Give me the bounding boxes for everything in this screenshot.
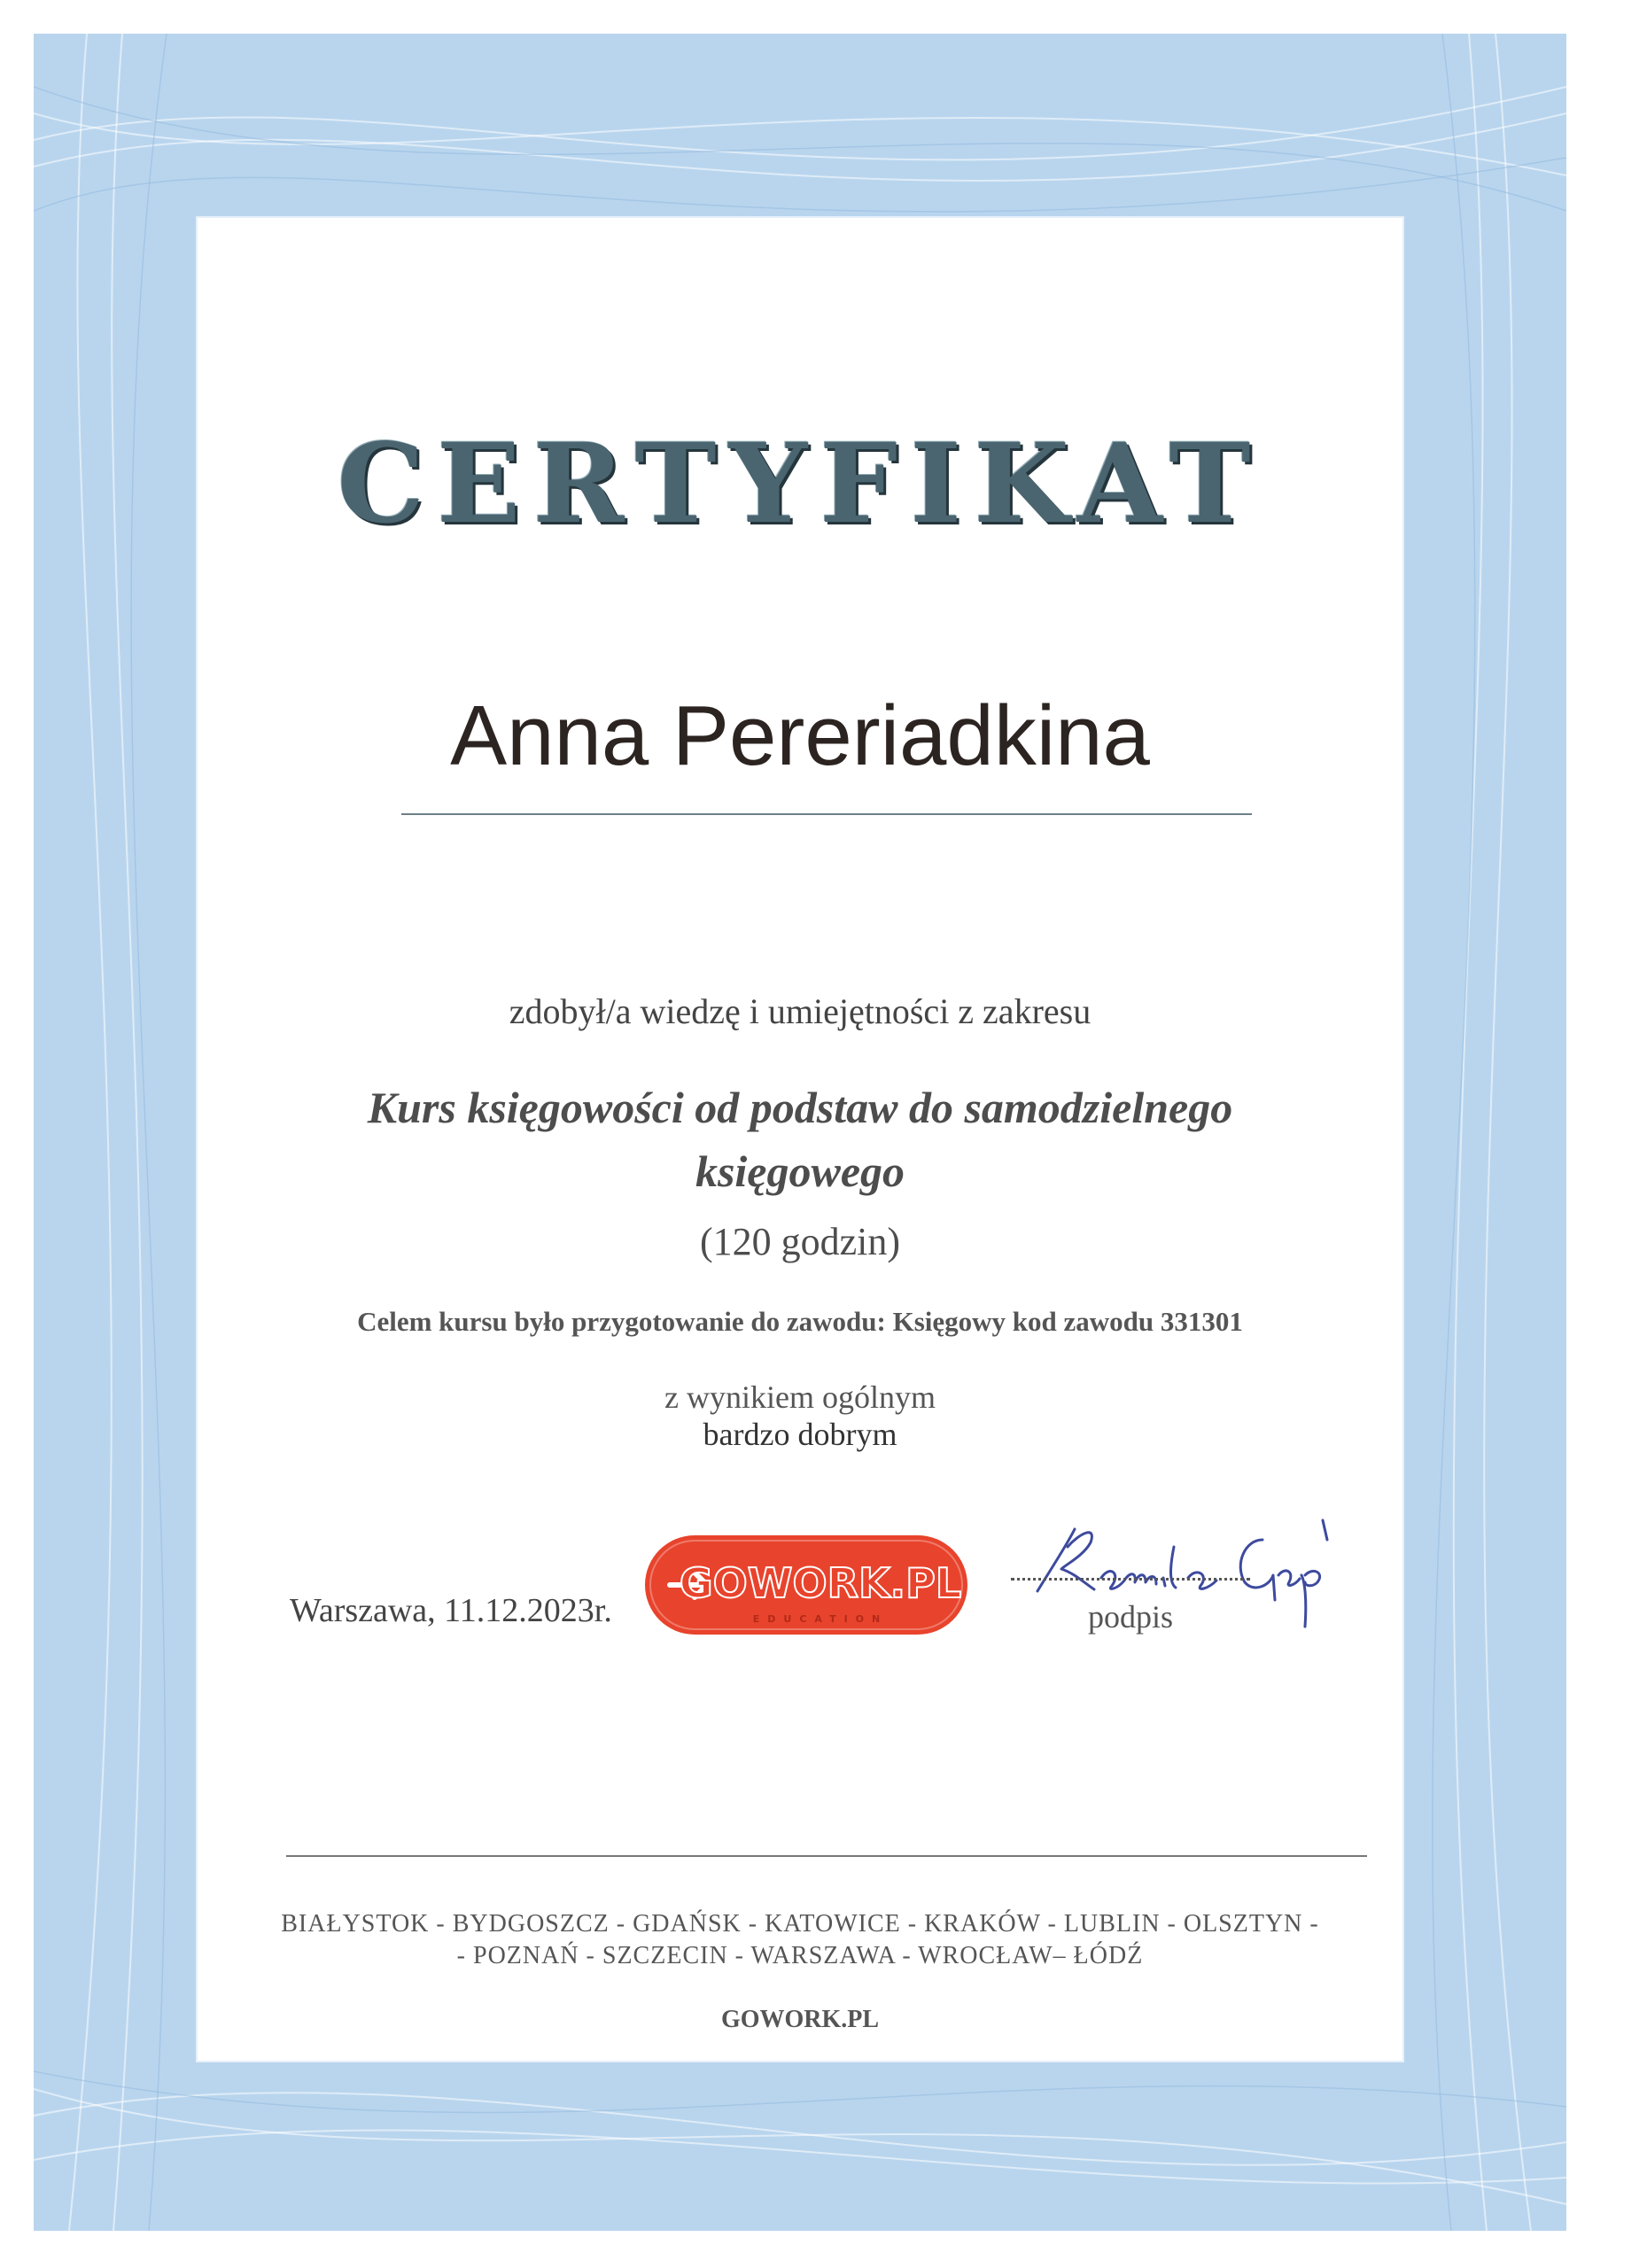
svg-text:EDUCATION: EDUCATION (752, 1613, 889, 1625)
footer-website: GOWORK.PL (720, 2006, 880, 2033)
intro-text: zdobył/a wiedzę i umiejętności z zakresu (509, 991, 1092, 1031)
footer-divider (286, 1855, 1367, 1857)
recipient-name: Anna Pereriadkina (450, 688, 1150, 783)
footer-cities (251, 1908, 1349, 1972)
name-underline (401, 813, 1252, 815)
footer-cities-line2: - POZNAŃ - SZCZECIN - WARSZAWA - WROCŁAW– ŁÓDŹ (456, 1942, 1144, 1969)
gowork-logo (643, 1534, 969, 1636)
course-title: Kurs księgowości od podstaw do samodzielnego księgowego (367, 1083, 1233, 1196)
result-value: bardzo dobrym (703, 1417, 897, 1452)
signature-label: podpis (1087, 1599, 1173, 1635)
footer-cities-line1: BIAŁYSTOK - BYDGOSZCZ - GDAŃSK - KATOWICE - KRAKÓW - LUBLIN - OLSZTYN - (281, 1910, 1319, 1938)
signature-line (1011, 1578, 1250, 1581)
course-hours: (120 godzin) (699, 1220, 901, 1263)
course-purpose: Celem kursu było przygotowanie do zawodu: Księgowy kod zawodu 331301 (357, 1306, 1243, 1337)
certificate-border (34, 34, 1566, 2231)
certificate-body (198, 218, 1402, 2061)
certificate-title: CERTYFIKAT (337, 420, 1263, 548)
result-label: z wynikiem ogólnym (664, 1379, 936, 1415)
svg-text:GOWORK.PL: GOWORK.PL (679, 1559, 962, 1607)
place-date: Warszawa, 11.12.2023r. (290, 1592, 612, 1629)
